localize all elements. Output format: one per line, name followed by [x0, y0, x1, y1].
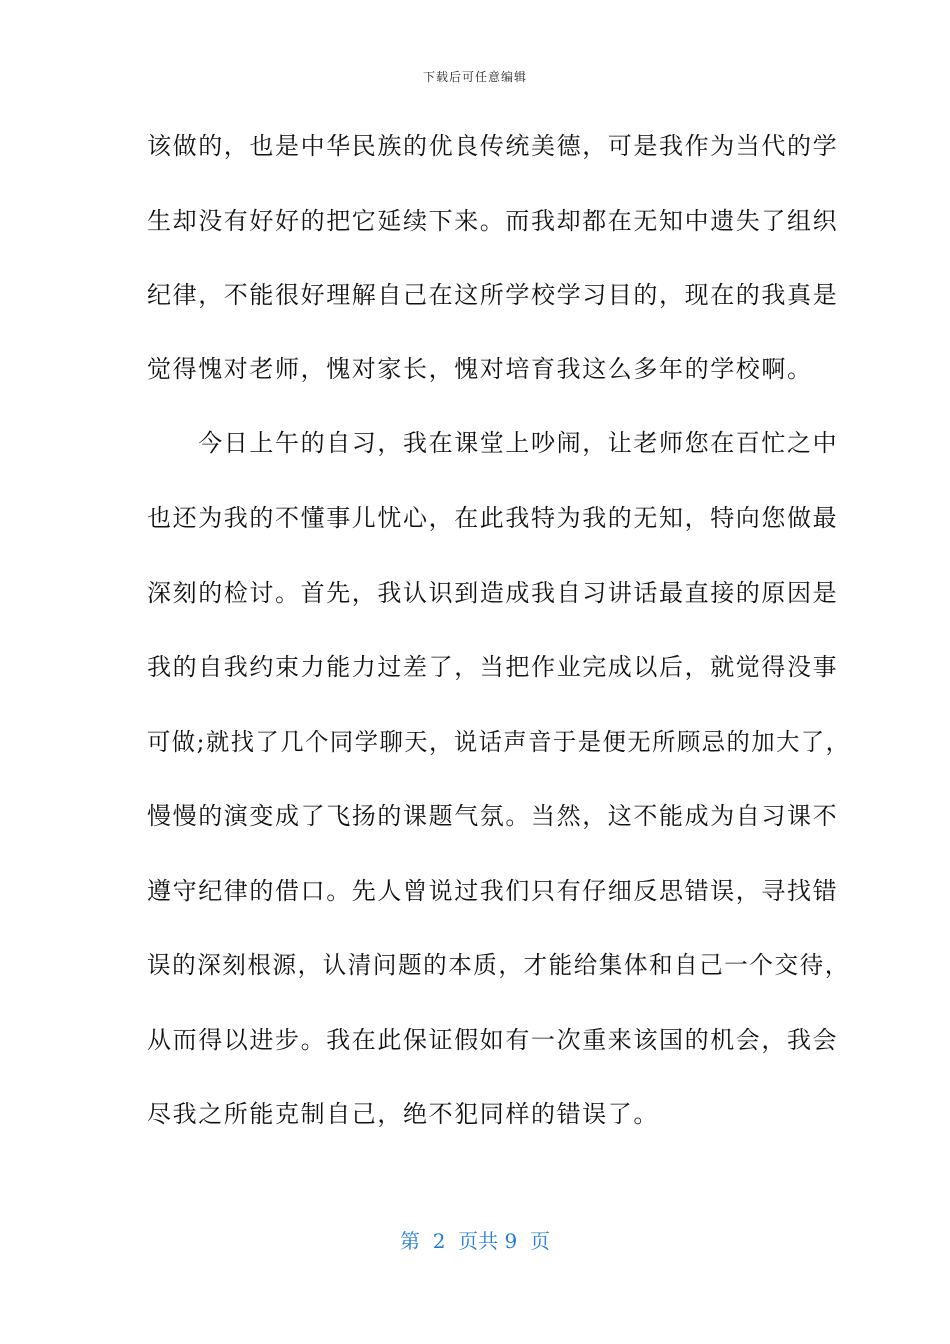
page-number-footer: 第 2 页共 9 页 [400, 1229, 550, 1253]
body-line-14: 尽我之所能克制自己，绝不犯同样的错误了。 [147, 1100, 659, 1128]
body-line-11: 遵守纪律的借口。先人曾说过我们只有仔细反思错误，寻找错 [147, 877, 839, 905]
body-line-13: 从而得以进步。我在此保证假如有一次重来该国的机会，我会 [147, 1026, 839, 1054]
body-line-6: 也还为我的不懂事儿忧心，在此我特为我的无知，特向您做最 [147, 504, 839, 532]
body-line-5: 今日上午的自习，我在课堂上吵闹，让老师您在百忙之中 [147, 429, 839, 457]
body-line-2: 生却没有好好的把它延续下来。而我却都在无知中遗失了组织 [147, 207, 839, 235]
body-line-3: 纪律，不能很好理解自己在这所学校学习目的，现在的我真是 [147, 281, 839, 309]
body-line-9: 可做;就找了几个同学聊天，说话声音于是便无所顾忌的加大了， [147, 728, 851, 756]
body-line-1: 该做的，也是中华民族的优良传统美德，可是我作为当代的学 [147, 132, 839, 160]
body-line-7: 深刻的检讨。首先，我认识到造成我自习讲话最直接的原因是 [147, 579, 839, 607]
body-line-4: 觉得愧对老师，愧对家长，愧对培育我这么多年的学校啊。 [147, 355, 813, 383]
body-line-8: 我的自我约束力能力过差了，当把作业完成以后，就觉得没事 [147, 653, 839, 681]
body-line-10: 慢慢的演变成了飞扬的课题气氛。当然，这不能成为自习课不 [147, 802, 839, 830]
page-header-note: 下载后可任意编辑 [422, 70, 527, 84]
body-line-12: 误的深刻根源，认清问题的本质，才能给集体和自己一个交待， [147, 951, 850, 979]
